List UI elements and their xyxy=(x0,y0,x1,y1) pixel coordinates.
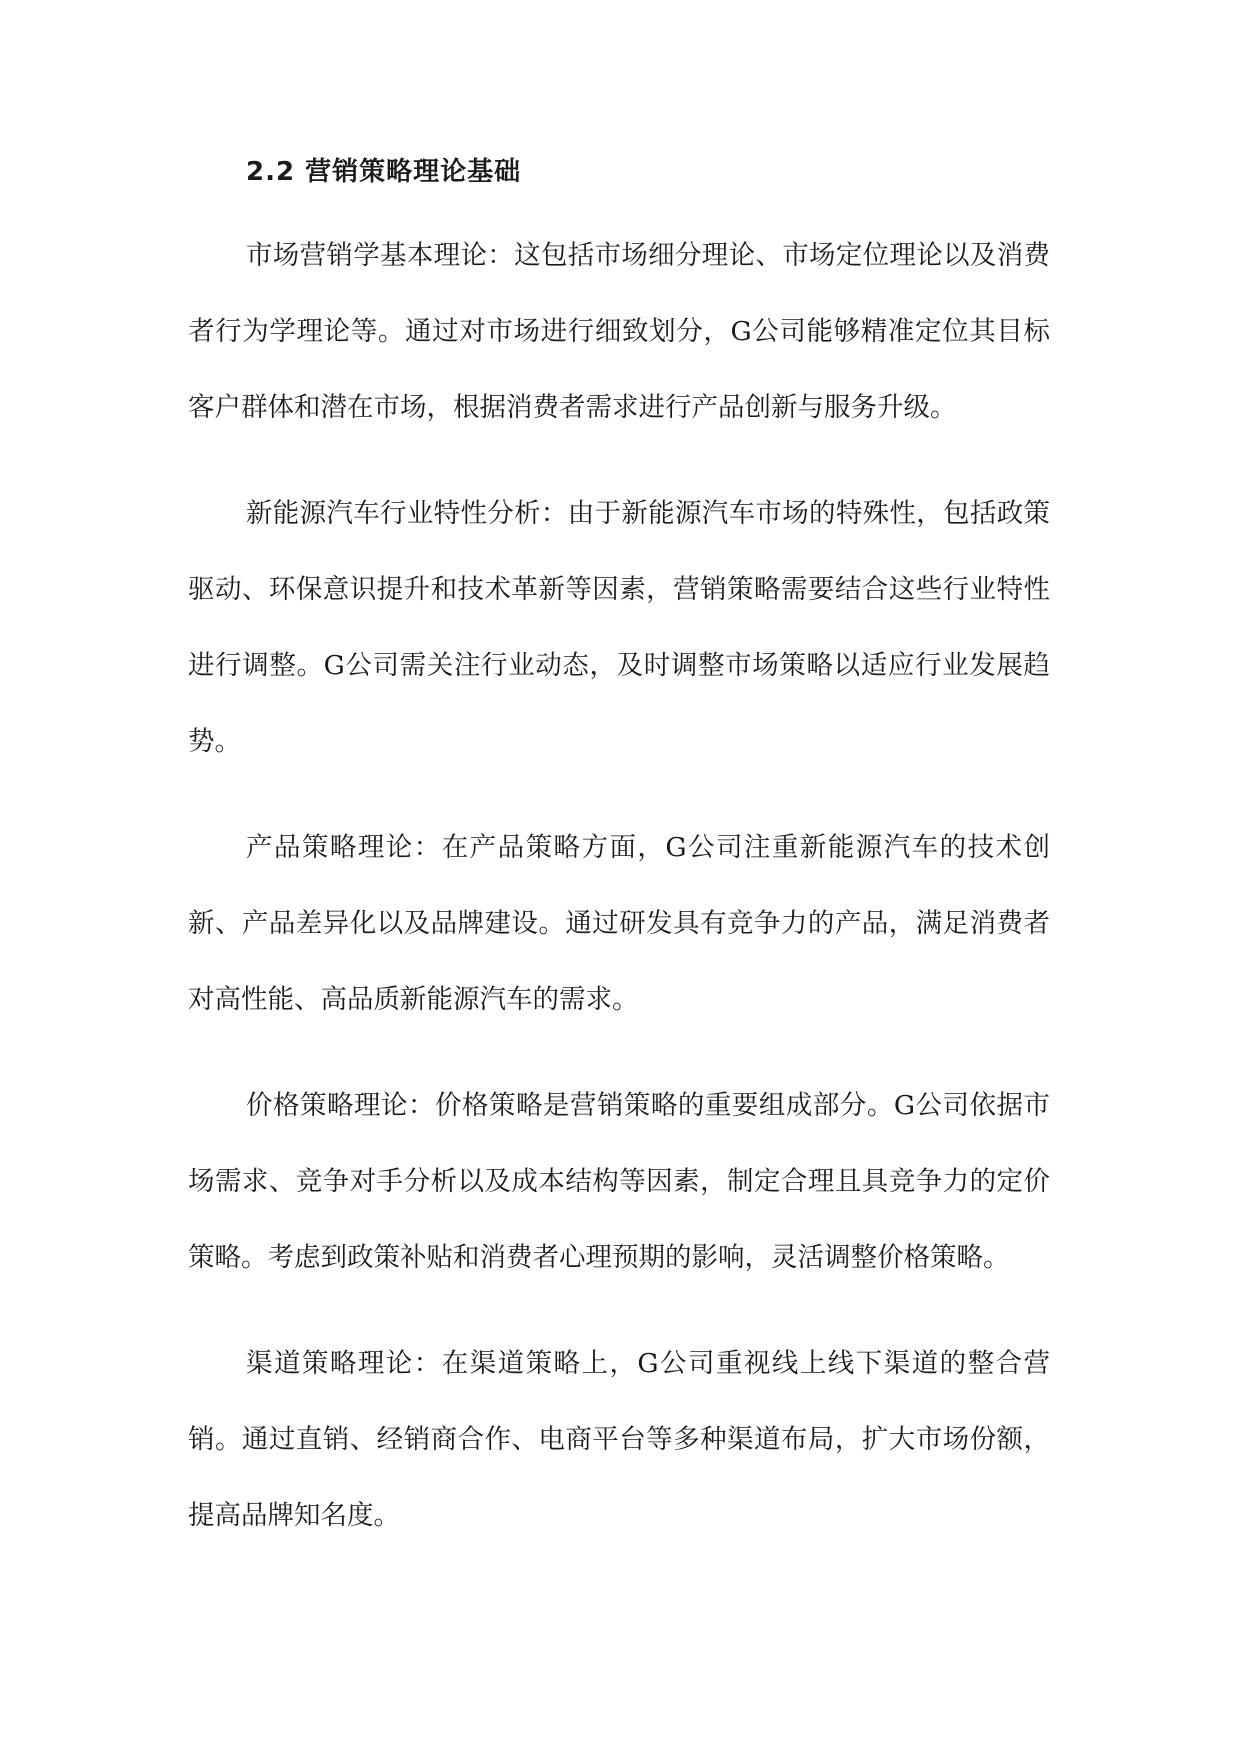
paragraph-price-strategy: 价格策略理论：价格策略是营销策略的重要组成部分。G公司依据市场需求、竞争对手分析以及成本结构等因素，制定合理且具竞争力的定价策略。考虑到政策补贴和消费者心理预期的影响，灵活调整价格策略。 xyxy=(188,1090,1050,1273)
document-body xyxy=(188,150,1050,1554)
paragraph-marketing-theory: 市场营销学基本理论：这包括市场细分理论、市场定位理论以及消费者行为学理论等。通过对市场进行细致划分，G公司能够精准定位其目标客户群体和潜在市场，根据消费者需求进行产品创新与服务升级。 xyxy=(188,240,1050,423)
paragraph-channel-strategy: 渠道策略理论：在渠道策略上，G公司重视线上线下渠道的整合营销。通过直销、经销商合作、电商平台等多种渠道布局，扩大市场份额，提高品牌知名度。 xyxy=(188,1348,1050,1531)
paragraph-product-strategy: 产品策略理论：在产品策略方面，G公司注重新能源汽车的技术创新、产品差异化以及品牌建设。通过研发具有竞争力的产品，满足消费者对高性能、高品质新能源汽车的需求。 xyxy=(188,832,1050,1015)
section-heading: 2.2 营销策略理论基础 xyxy=(246,157,522,187)
paragraph-industry-analysis: 新能源汽车行业特性分析：由于新能源汽车市场的特殊性，包括政策驱动、环保意识提升和技术革新等因素，营销策略需要结合这些行业特性进行调整。G公司需关注行业动态，及时调整市场策略以适应行业发展趋势。 xyxy=(188,498,1050,757)
